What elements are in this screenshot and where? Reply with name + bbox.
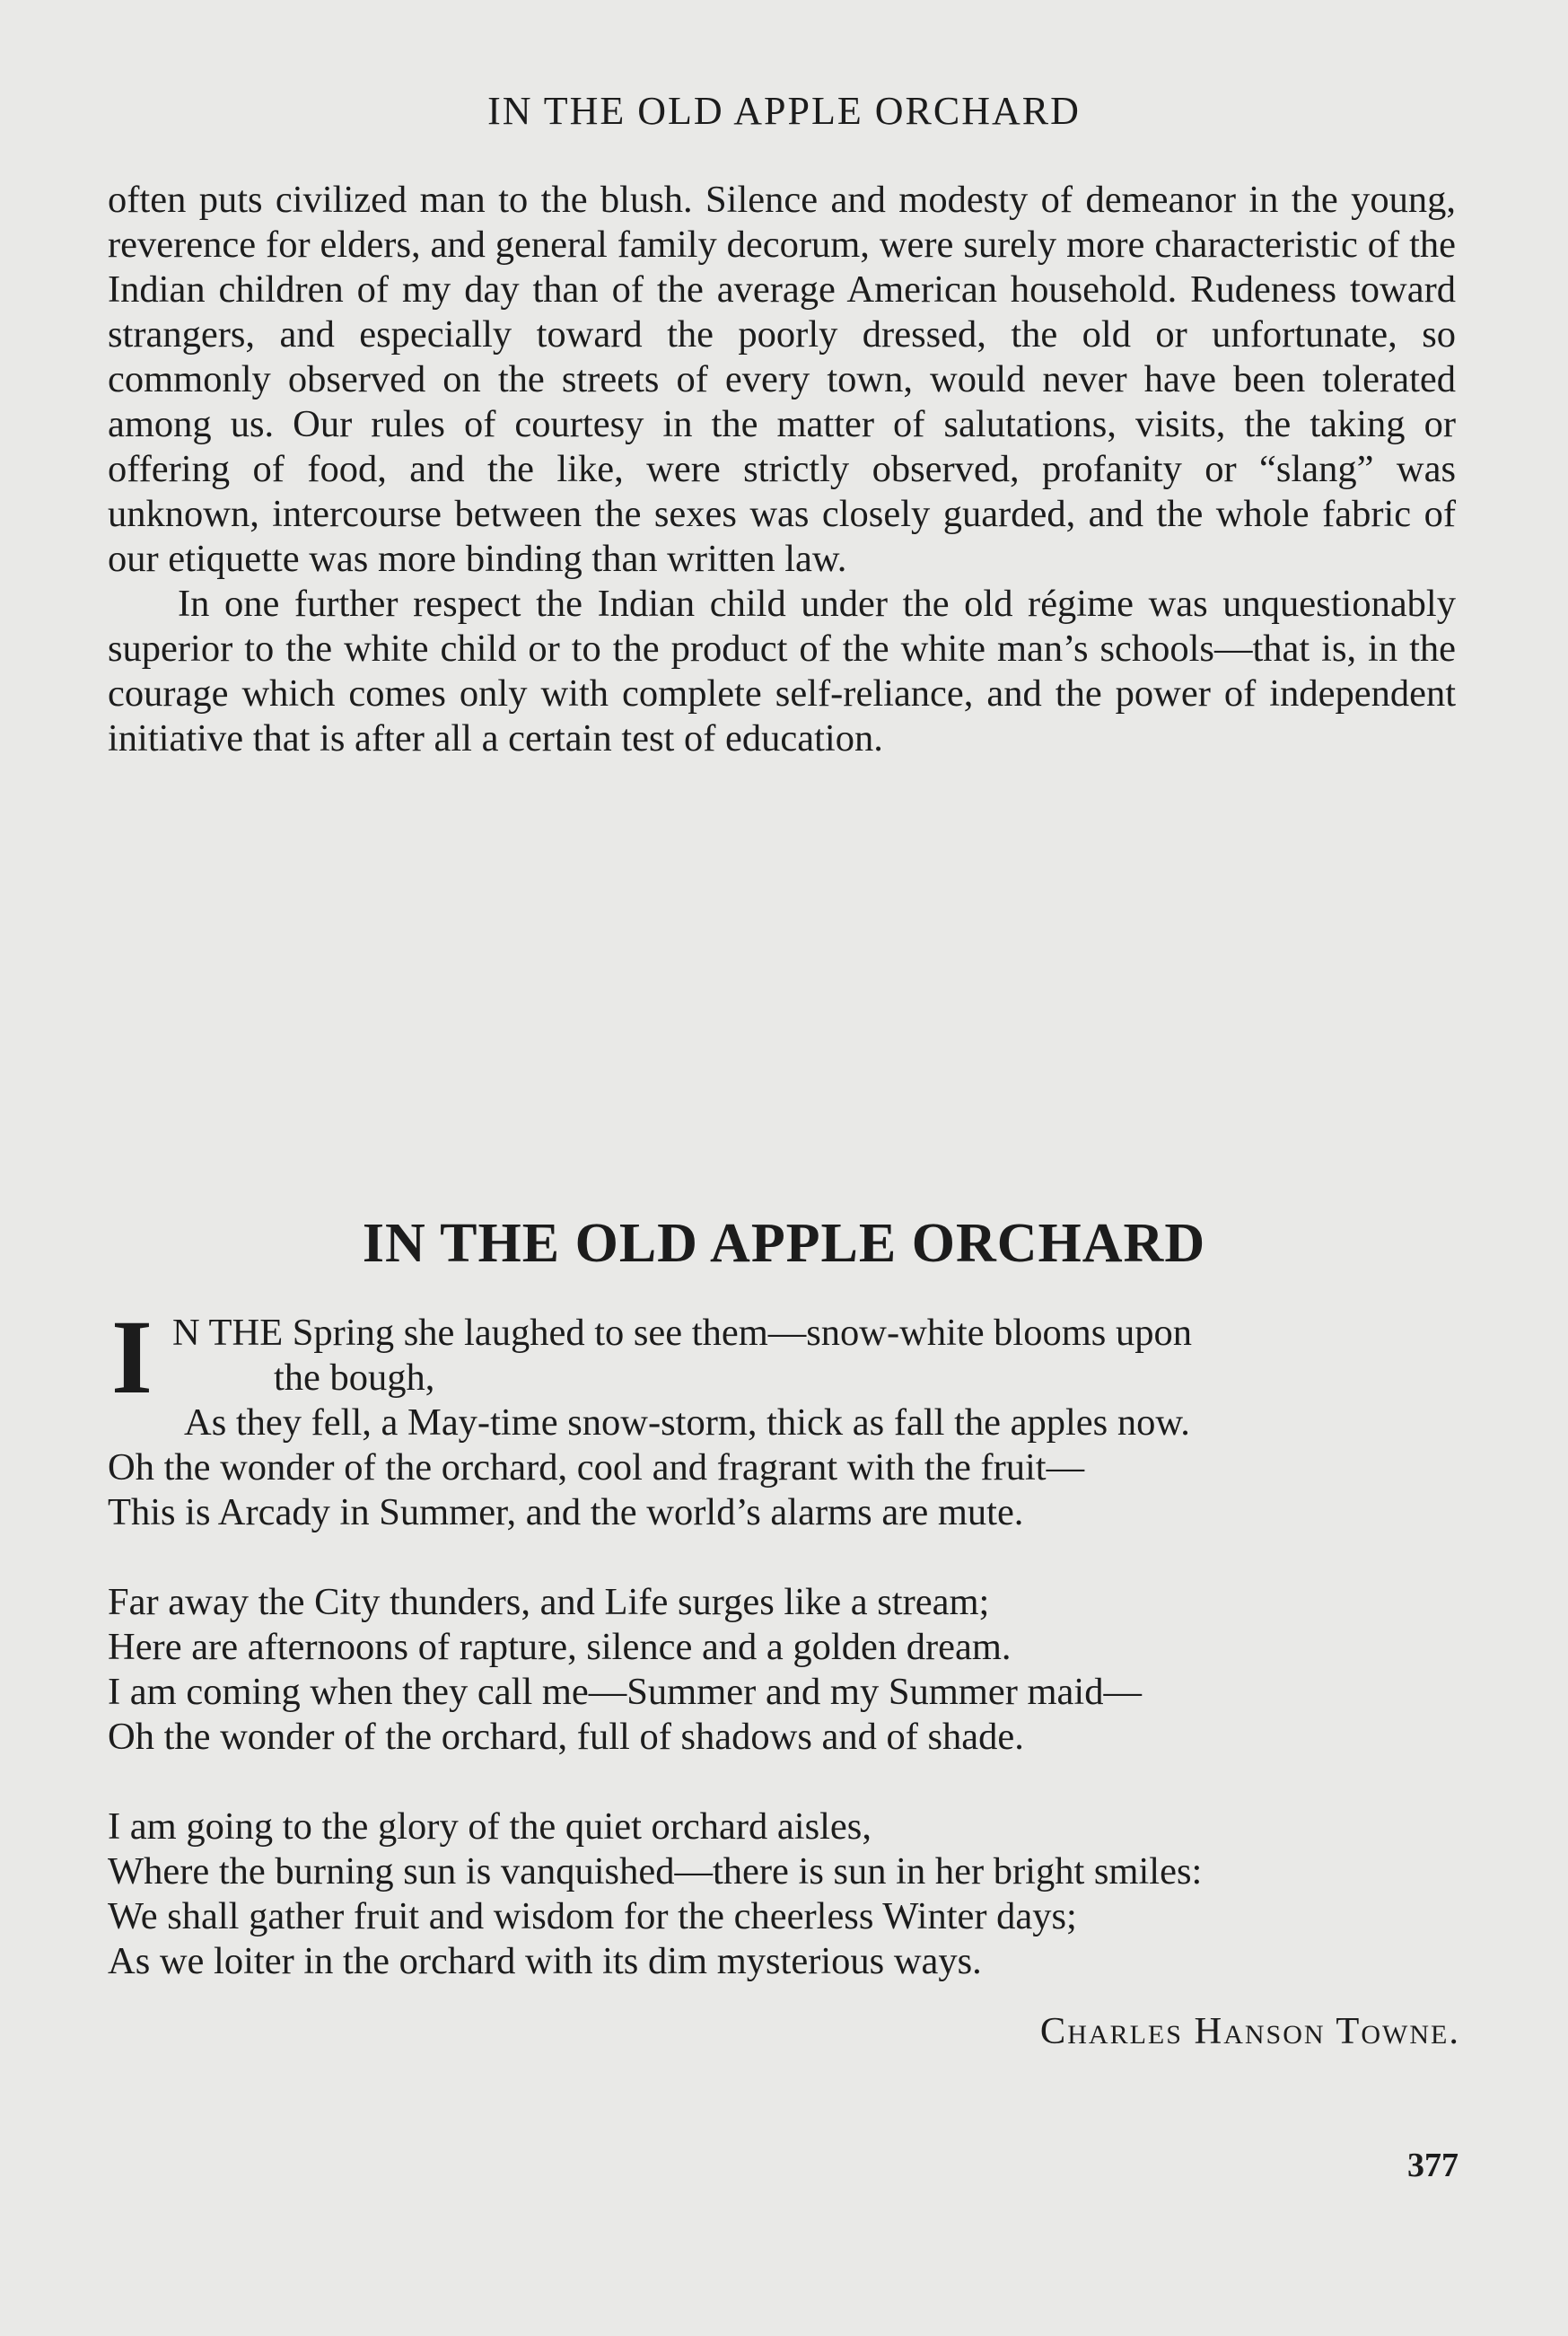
poem-line: Oh the wonder of the orchard, full of shadows and of shade. <box>108 1716 1024 1758</box>
poem-line: N THE Spring she laughed to see them—snow-white blooms upon <box>172 1312 1192 1354</box>
page-number: 377 <box>1407 2147 1459 2184</box>
running-head: IN THE OLD APPLE ORCHARD <box>487 89 1081 133</box>
poem-title: IN THE OLD APPLE ORCHARD <box>362 1213 1206 1274</box>
poem-line: Here are afternoons of rapture, silence and a golden dream. <box>108 1626 1012 1668</box>
poem <box>108 1298 1463 2029</box>
prose-section <box>108 178 1456 761</box>
poem-line: Far away the City thunders, and Life surges like a stream; <box>108 1581 990 1623</box>
poem-line: Where the burning sun is vanquished—there is sun in her bright smiles: <box>108 1850 1203 1893</box>
poem-line: We shall gather fruit and wisdom for the cheerless Winter days; <box>108 1895 1077 1937</box>
prose-paragraph-1: often puts civilized man to the blush. Silence and modesty of demeanor in the young, reverence for elders, and general family decorum, were surely more characteristic of the Indian children of my day than of the average American household. Rudeness toward strangers, and especially toward the poorly dressed, the old or unfortunate, so commonly observed on the streets of every town, would never have been tolerated among us. Our rules of courtesy in the matter of salutations, visits, the taking or offering of food, and the like, were strictly observed, profanity or “slang” was unknown, intercourse between the sexes was closely guarded, and the whole fabric of our etiquette was more binding than written law. <box>108 179 1456 580</box>
poem-line: Oh the wonder of the orchard, cool and fragrant with the fruit— <box>108 1446 1085 1489</box>
poem-line-continuation: the bough, <box>274 1357 435 1399</box>
stanza-3 <box>108 1805 1463 1984</box>
stanza-2 <box>108 1580 1463 1760</box>
poem-line: As we loiter in the orchard with its dim mysterious ways. <box>108 1940 982 1982</box>
poem-line: I am coming when they call me—Summer and my Summer maid— <box>108 1671 1142 1713</box>
poem-line: As they fell, a May-time snow-storm, thick as fall the apples now. <box>184 1401 1190 1444</box>
drop-cap: I <box>111 1298 153 1416</box>
prose-paragraph-2: In one further respect the Indian child under the old régime was unquestionably superior to the white child or to the product of the white man’s schools—that is, in the courage which comes only with complete self-reliance, and the power of independent initiative that is after all a certain test of education. <box>108 583 1456 760</box>
stanza-1 <box>108 1298 1463 1535</box>
poem-line: This is Arcady in Summer, and the world’s alarms are mute. <box>108 1491 1024 1533</box>
poem-line: I am going to the glory of the quiet orchard aisles, <box>108 1805 872 1848</box>
poem-attribution: Charles Hanson Towne. <box>1039 2010 1460 2052</box>
